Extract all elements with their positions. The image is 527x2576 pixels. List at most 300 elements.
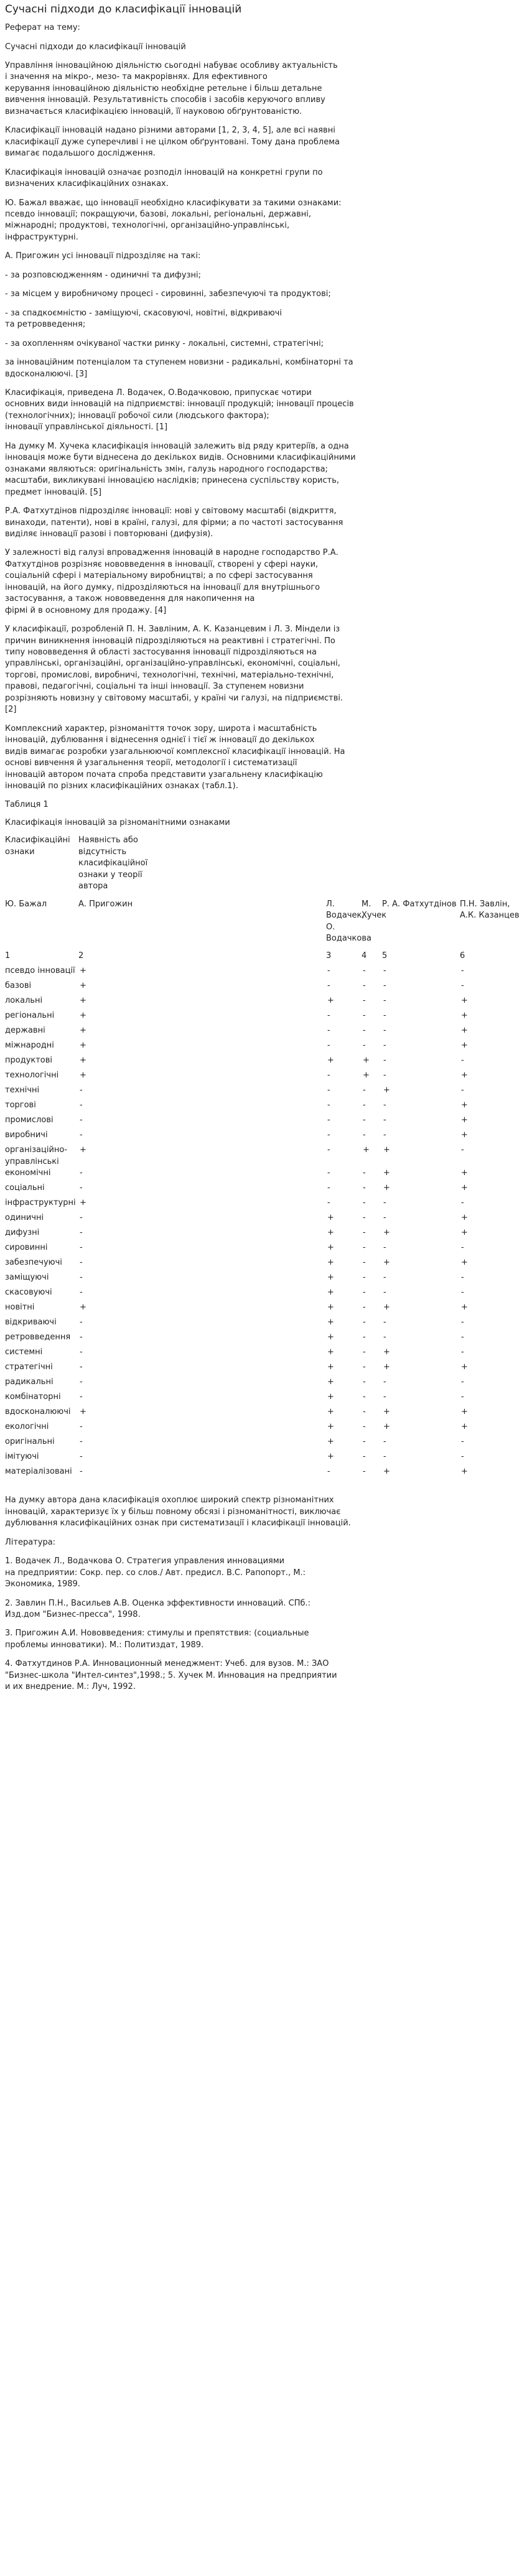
value-cell: - [461, 1437, 464, 1447]
table-row [5, 1130, 522, 1145]
table-row [5, 1287, 522, 1302]
value-cell: - [327, 1011, 330, 1021]
value-cell: + [80, 1026, 86, 1036]
value-cell: - [461, 1377, 464, 1387]
value-cell: + [327, 1243, 334, 1253]
value-cell: - [363, 1258, 366, 1268]
table-row [5, 1272, 522, 1287]
table-row [5, 1347, 522, 1362]
paragraph [5, 338, 522, 350]
value-cell: + [80, 1056, 86, 1066]
value-cell: + [80, 996, 86, 1006]
value-cell: - [327, 1145, 330, 1155]
feature-cell: псевдо інновації [5, 966, 75, 976]
table-row [5, 1242, 522, 1257]
value-cell: - [363, 1168, 366, 1178]
value-cell: - [383, 1198, 386, 1208]
table-numbers-row [5, 951, 522, 965]
value-cell: - [363, 1115, 366, 1125]
value-cell: + [327, 1362, 334, 1372]
value-cell: - [461, 981, 464, 991]
value-cell: - [461, 1145, 464, 1155]
value-cell: + [80, 1011, 86, 1021]
value-cell: + [383, 1407, 390, 1417]
value-cell: - [363, 1392, 366, 1402]
paragraph [5, 388, 522, 434]
table-row [5, 1025, 522, 1040]
value-cell: + [80, 981, 86, 991]
table-row [5, 1302, 522, 1317]
text-line: 3. Пригожин А.И. Нововведения: стимулы и препятствия: (социальные [5, 1629, 309, 1639]
value-cell: - [80, 1422, 83, 1432]
value-cell: + [363, 1071, 370, 1081]
feature-cell: одиничні [5, 1213, 44, 1223]
text-line: вимагає подальшого дослідження. [5, 149, 156, 159]
value-cell: + [383, 1168, 390, 1178]
value-cell: + [461, 1100, 468, 1110]
table-row [5, 1392, 522, 1407]
table-row [5, 1362, 522, 1377]
value-cell: - [363, 1086, 366, 1095]
text-line: розрізняють новизну у світовому масштабі, у країні чи галузі, на підприємстві. [5, 693, 343, 703]
text-line: и их внедрение. М.: Луч, 1992. [5, 1682, 136, 1692]
table-row [5, 1145, 522, 1168]
text-line: і значення на мікро-, мезо- та макрорівнях. Для ефективного [5, 72, 268, 82]
value-cell: - [383, 1288, 386, 1298]
table-row [5, 1257, 522, 1272]
text-line: масштаби, викликувані інновацією наслідків; принесена суспільству користь, [5, 476, 339, 486]
table-row [5, 1183, 522, 1197]
feature-cell: технічні [5, 1086, 40, 1095]
value-cell: - [327, 1071, 330, 1081]
text-line: класифікації дуже суперечливі і не цілком обґрунтовані. Тому дана проблема [5, 137, 340, 147]
value-cell: + [80, 1303, 86, 1313]
value-cell: + [327, 1258, 334, 1268]
reference-item [5, 1628, 522, 1651]
value-cell: + [461, 1303, 468, 1313]
feature-cell: дифузні [5, 1228, 40, 1238]
value-cell: - [383, 1115, 386, 1125]
value-cell: - [80, 1228, 83, 1238]
value-cell: + [461, 1362, 468, 1372]
feature-cell: екологічні [5, 1422, 49, 1432]
value-cell: - [363, 996, 366, 1006]
text-line: та ретровведення; [5, 320, 86, 330]
value-cell: + [80, 1071, 86, 1081]
feature-cell: вдосконалюючі [5, 1407, 71, 1417]
value-cell: + [327, 1273, 334, 1283]
column-number-cell: 6 [460, 951, 465, 961]
value-cell: + [461, 1026, 468, 1036]
value-cell: + [327, 1318, 334, 1328]
value-cell: - [383, 1011, 386, 1021]
value-cell: + [383, 1228, 390, 1238]
table-row [5, 1168, 522, 1183]
conclusion [5, 1495, 522, 1529]
text-line: інновація може бути віднесена до декількох видів. Основними класифікаційними [5, 453, 356, 463]
text-line: предмет інновацій. [5] [5, 487, 102, 497]
value-cell: - [80, 1100, 83, 1110]
value-cell: + [461, 1115, 468, 1125]
value-cell: + [80, 966, 86, 976]
essay-subtitle: Сучасні підходи до класифікації інновацій [5, 42, 186, 52]
value-cell: - [363, 1213, 366, 1223]
value-cell: - [363, 1452, 366, 1462]
value-cell: + [383, 1347, 390, 1357]
text-line: На думку автора дана класифікація охоплює широкий спектр різноманітних [5, 1495, 334, 1505]
value-cell: - [80, 1086, 83, 1095]
text-line: Экономика, 1989. [5, 1579, 80, 1589]
paragraph [5, 125, 522, 159]
value-cell: - [327, 1130, 330, 1140]
feature-cell: стратегічні [5, 1362, 53, 1372]
header-cell: Класифікаційні ознаки [5, 835, 70, 857]
text-line: міжнародні; продуктові, технологічні, організаційно-управлінські, [5, 221, 290, 231]
text-line: - за розповсюдженням - одиничні та дифузні; [5, 270, 202, 280]
value-cell: - [383, 1437, 386, 1447]
table-authors-row [5, 899, 522, 951]
table-label: Таблиця 1 [5, 800, 49, 810]
value-cell: + [461, 1168, 468, 1178]
paragraph [5, 506, 522, 540]
value-cell: - [383, 1213, 386, 1223]
paragraph [5, 289, 522, 300]
text-line: визначається класифікацією інновацій, її науковою обґрунтованістю. [5, 106, 302, 116]
text-line: видів вимагає розробки узагальнюючої комплексної класифікації інновацій. На [5, 746, 345, 756]
value-cell: - [363, 1467, 366, 1477]
value-cell: - [327, 1198, 330, 1208]
value-cell: - [80, 1467, 83, 1477]
feature-cell: соціальні [5, 1183, 45, 1193]
text-line: На думку М. Хучека класифікація інновацій залежить від ряду критеріїв, а одна [5, 441, 349, 451]
value-cell: + [327, 1347, 334, 1357]
value-cell: - [80, 1243, 83, 1253]
value-cell: - [363, 1437, 366, 1447]
value-cell: - [80, 1115, 83, 1125]
value-cell: + [461, 1258, 468, 1268]
text-line: А. Пригожин усі інновації підрозділяє на такі: [5, 251, 201, 261]
value-cell: + [383, 1258, 390, 1268]
paragraph [5, 547, 522, 616]
text-line: У залежності від галузі впровадження інновацій в народне господарство Р.А. [5, 548, 338, 558]
paragraph [5, 441, 522, 498]
value-cell: + [327, 1228, 334, 1238]
value-cell: - [461, 1318, 464, 1328]
text-line: визначених класифікаційних ознаках. [5, 179, 169, 189]
column-number-cell: 3 [326, 951, 332, 961]
value-cell: - [80, 1258, 83, 1268]
paragraph [5, 308, 522, 331]
feature-cell: забезпечуючі [5, 1258, 62, 1268]
table-row [5, 995, 522, 1010]
text-line: - за місцем у виробничому процесі - сировинні, забезпечуючі та продуктові; [5, 289, 331, 299]
value-cell: - [363, 1377, 366, 1387]
value-cell: - [327, 1086, 330, 1095]
value-cell: + [80, 1198, 86, 1208]
value-cell: - [363, 1183, 366, 1193]
column-number-cell: 5 [382, 951, 388, 961]
value-cell: - [383, 1100, 386, 1110]
value-cell: - [461, 1243, 464, 1253]
value-cell: + [80, 1145, 86, 1155]
table-row [5, 1317, 522, 1332]
value-cell: - [363, 1347, 366, 1357]
value-cell: - [363, 966, 366, 976]
value-cell: - [383, 1041, 386, 1051]
table-row [5, 1466, 522, 1481]
value-cell: + [383, 1467, 390, 1477]
value-cell: - [461, 966, 464, 976]
reference-item [5, 1598, 522, 1621]
text-line: проблемы инноватики). М.: Политиздат, 1989. [5, 1640, 204, 1650]
value-cell: + [363, 1056, 370, 1066]
value-cell: - [383, 966, 386, 976]
value-cell: - [80, 1273, 83, 1283]
table-row [5, 1332, 522, 1347]
value-cell: - [383, 1130, 386, 1140]
text-line: на предприятии: Сокр. пер. со слов./ Авт. предисл. В.С. Рапопорт., М.: [5, 1568, 306, 1578]
value-cell: - [327, 1168, 330, 1178]
text-line: застосування, а також нововведення для накопичення на [5, 594, 255, 604]
feature-cell: державні [5, 1026, 45, 1036]
text-line: 4. Фатхутдинов Р.А. Инновационный менеджмент: Учеб. для вузов. М.: ЗАО [5, 1659, 329, 1669]
author-cell: Л. Водачек, О. Водачкова [326, 899, 371, 943]
author-cell: Р. А. Фатхутдінов [382, 899, 457, 909]
table-row [5, 1010, 522, 1025]
value-cell: - [383, 996, 386, 1006]
paragraph [5, 357, 522, 380]
text-line: (технологічних); інновації робочої сили (людського фактора); [5, 411, 269, 421]
body-text [5, 60, 522, 792]
value-cell: + [363, 1145, 370, 1155]
table-row [5, 1421, 522, 1436]
value-cell: - [327, 966, 330, 976]
text-line: У класифікації, розробленій П. Н. Завліним, А. К. Казанцевим і Л. З. Міндели із [5, 625, 340, 635]
text-line: Изд.дом "Бизнес-пресса", 1998. [5, 1609, 141, 1619]
value-cell: - [383, 1273, 386, 1283]
value-cell: - [461, 1452, 464, 1462]
text-line: причин виникнення інновацій підрозділяються на реактивні і стратегічні. По [5, 636, 335, 646]
value-cell: + [461, 1011, 468, 1021]
reference-item [5, 1556, 522, 1590]
column-number-cell: 4 [361, 951, 367, 961]
text-line: інновацій по різних класифікаційних ознаках (табл.1). [5, 781, 238, 791]
value-cell: + [461, 1213, 468, 1223]
table-caption: Класифікація інновацій за різноманітними ознаками [5, 817, 230, 827]
value-cell: - [461, 1273, 464, 1283]
value-cell: - [363, 981, 366, 991]
value-cell: + [327, 1288, 334, 1298]
value-cell: + [461, 1407, 468, 1417]
value-cell: - [80, 1392, 83, 1402]
value-cell: - [363, 1422, 366, 1432]
value-cell: - [363, 1407, 366, 1417]
value-cell: - [461, 1198, 464, 1208]
value-cell: - [363, 1228, 366, 1238]
value-cell: - [80, 1377, 83, 1387]
text-line: інновацій, дублювання і віднесення однієї і тієї ж інновації до декількох [5, 735, 315, 745]
value-cell: - [383, 1243, 386, 1253]
paragraph [5, 624, 522, 716]
table-row [5, 1100, 522, 1115]
value-cell: + [80, 1407, 86, 1417]
value-cell: - [327, 1467, 330, 1477]
feature-cell: новітні [5, 1303, 35, 1313]
text-line: вивчення інновацій. Результативність способів і засобів керуючого впливу [5, 95, 325, 105]
value-cell: - [363, 1130, 366, 1140]
table-header-row [5, 835, 522, 898]
value-cell: - [80, 1288, 83, 1298]
value-cell: - [383, 1071, 386, 1081]
text-line: 2. Завлин П.Н., Васильев А.В. Оценка эффективности инноваций. СПб.: [5, 1598, 311, 1608]
paragraph [5, 60, 522, 118]
author-cell: А. Пригожин [78, 899, 133, 909]
text-line: інновацій, на його думку, підрозділяються на інновації для внутрішнього [5, 582, 320, 592]
value-cell: - [363, 1026, 366, 1036]
text-line: типу нововведення й області застосування інновації підрозділяються на [5, 648, 317, 658]
value-cell: - [327, 981, 330, 991]
text-line: Ю. Бажал вважає, що інновації необхідно класифікувати за такими ознаками: [5, 198, 342, 208]
value-cell: - [327, 1041, 330, 1051]
value-cell: + [383, 1183, 390, 1193]
value-cell: - [461, 1332, 464, 1342]
feature-cell: матеріалізовані [5, 1467, 72, 1477]
table-row [5, 1197, 522, 1212]
value-cell: + [327, 1213, 334, 1223]
feature-cell: сировинні [5, 1243, 48, 1253]
value-cell: + [461, 996, 468, 1006]
text-line: псевдо інновації; покращуючи, базові, локальні, регіональні, державні, [5, 209, 312, 219]
references-title: Література: [5, 1537, 56, 1547]
text-line: торгові, промислові, виробничі, технологічні, технічні, матеріально-технічні, [5, 670, 334, 680]
value-cell: - [363, 1011, 366, 1021]
value-cell: - [383, 981, 386, 991]
value-cell: - [363, 1243, 366, 1253]
feature-cell: базові [5, 981, 32, 991]
table-row [5, 1227, 522, 1242]
value-cell: - [363, 1332, 366, 1342]
value-cell: - [80, 1362, 83, 1372]
text-line: - за спадкоємністю - заміщуючі, скасовуючі, новітні, відкриваючі [5, 308, 282, 318]
value-cell: - [80, 1130, 83, 1140]
value-cell: - [383, 1452, 386, 1462]
text-line: Комплексний характер, різноманіття точок зору, широта і масштабність [5, 723, 317, 733]
value-cell: + [383, 1303, 390, 1313]
value-cell: + [383, 1145, 390, 1155]
value-cell: + [461, 1041, 468, 1051]
text-line: основних види інновацій на підприємстві: інновації продукцій; інновації процесів [5, 399, 354, 409]
value-cell: - [383, 1026, 386, 1036]
value-cell: + [80, 1041, 86, 1051]
text-line: інновації управлінської діяльності. [1] [5, 422, 168, 432]
text-line: Класифікації інновацій надано різними авторами [1, 2, 3, 4, 5], але всі наявні [5, 126, 335, 136]
table-row [5, 1085, 522, 1100]
feature-cell: радикальні [5, 1377, 54, 1387]
value-cell: + [327, 1392, 334, 1402]
value-cell: + [327, 1422, 334, 1432]
text-line: управлінські, організаційні, організаційно-управлінські, економічні, соціальні, [5, 659, 340, 669]
header-cell: Наявність або відсутність класифікаційної ознаки у теорії автора [78, 835, 148, 891]
text-line: керування інноваційною діяльністю необхідне ретельне і більш детальне [5, 83, 322, 93]
value-cell: - [80, 1437, 83, 1447]
table-row [5, 1115, 522, 1130]
value-cell: - [327, 1100, 330, 1110]
value-cell: + [461, 1071, 468, 1081]
page-title: Сучасні підходи до класифікації інновацій [5, 3, 242, 16]
feature-cell: локальні [5, 996, 43, 1006]
reference-item [5, 1658, 522, 1693]
essay-label: Реферат на тему: [5, 23, 80, 33]
value-cell: + [383, 1422, 390, 1432]
table-row [5, 1040, 522, 1055]
value-cell: - [327, 1026, 330, 1036]
text-line: виділяє інновації разові і повторювані (дифузія). [5, 529, 213, 539]
table-row [5, 1212, 522, 1227]
value-cell: + [461, 1228, 468, 1238]
value-cell: + [383, 1362, 390, 1372]
value-cell: - [363, 1100, 366, 1110]
feature-cell: промислові [5, 1115, 54, 1125]
text-line: Фатхутдінов розрізняє нововведення в інновації, створені у сфері науки, [5, 559, 319, 569]
value-cell: - [363, 1198, 366, 1208]
value-cell: - [80, 1213, 83, 1223]
feature-cell: заміщуючі [5, 1273, 49, 1283]
text-line: дублювання класифікаційних ознак при систематизації і класифікації інновацій. [5, 1518, 351, 1528]
text-line: 1. Водачек Л., Водачкова О. Стратегия управления инновациями [5, 1556, 285, 1566]
text-line: Р.А. Фатхутдінов підрозділяє інновації: нові у світовому масштабі (відкриття, [5, 506, 337, 516]
value-cell: - [80, 1318, 83, 1328]
classification-table [5, 835, 522, 1481]
feature-cell: виробничі [5, 1130, 48, 1140]
value-cell: + [327, 1452, 334, 1462]
value-cell: - [80, 1347, 83, 1357]
value-cell: - [363, 1318, 366, 1328]
feature-cell: імітуючі [5, 1452, 39, 1462]
text-line: - за охопленням очікуваної частки ринку - локальні, системні, стратегічні; [5, 338, 324, 348]
value-cell: - [461, 1056, 464, 1066]
value-cell: - [80, 1183, 83, 1193]
table-row [5, 1055, 522, 1070]
value-cell: - [363, 1303, 366, 1313]
value-cell: - [383, 1332, 386, 1342]
value-cell: - [363, 1041, 366, 1051]
value-cell: + [461, 1183, 468, 1193]
value-cell: - [461, 1392, 464, 1402]
text-line: за інноваційним потенціалом та ступенем новизни - радикальні, комбінаторні та [5, 358, 353, 368]
value-cell: - [327, 1183, 330, 1193]
feature-cell: скасовуючі [5, 1288, 52, 1298]
text-line: соціальній сфері і матеріальному виробництві; а по сфері застосування [5, 571, 313, 581]
paragraph [5, 270, 522, 281]
feature-cell: організаційно-управлінські [5, 1145, 68, 1166]
value-cell: - [383, 1392, 386, 1402]
references-list [5, 1556, 522, 1693]
table-row [5, 1451, 522, 1466]
text-line: фірмі й в основному для продажу. [4] [5, 605, 167, 615]
text-line: правові, педагогічні, соціальні та інші інновації. За ступенем новизни [5, 682, 304, 692]
feature-cell: торгові [5, 1100, 36, 1110]
paragraph [5, 167, 522, 190]
text-line: Класифікація, приведена Л. Водачек, О.Водачковою, припускає чотири [5, 388, 312, 398]
intro-block [5, 22, 522, 53]
value-cell: - [383, 1318, 386, 1328]
value-cell: - [461, 1086, 464, 1095]
text-line: інфраструктурні. [5, 232, 78, 242]
text-line: інновацій автором почата спроба представити узагальнену класифікацію [5, 770, 323, 779]
value-cell: - [363, 1273, 366, 1283]
text-line: основі вивчення й узагальнення теорії, методології і систематизації [5, 758, 297, 768]
text-line: Класифікація інновацій означає розподіл інновацій на конкретні групи по [5, 167, 323, 177]
